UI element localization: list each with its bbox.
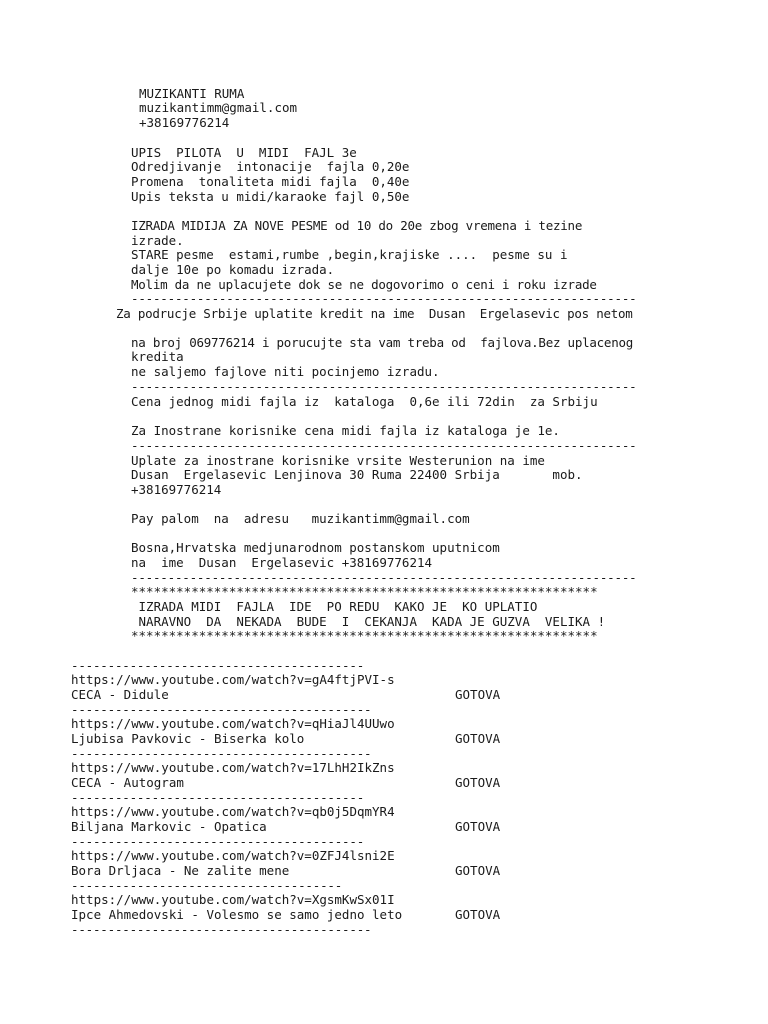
order-url[interactable]: https://www.youtube.com/watch?v=0ZFJ4lsni2E <box>71 848 395 863</box>
separator-line: --------------------------------------------------------------------- <box>131 438 637 453</box>
order-separator: ---------------------------------------- <box>71 834 365 849</box>
order-url[interactable]: https://www.youtube.com/watch?v=qb0j5DqmYR4 <box>71 804 395 819</box>
order-song: CECA - Didule <box>71 687 169 702</box>
notice-line: NARAVNO DA NEKADA BUDE I CEKANJA KADA JE GUZVA VELIKA ! <box>131 614 606 629</box>
order-song: Bora Drljaca - Ne zalite mene <box>71 863 290 878</box>
order-song: Ljubisa Pavkovic - Biserka kolo <box>71 731 305 746</box>
new-songs-line: dalje 10e po komadu izrada. <box>131 262 335 277</box>
western-union-line: +38169776214 <box>131 482 222 497</box>
new-songs-line: izrade. <box>131 233 184 248</box>
serbia-payment-line: kredita <box>131 349 184 364</box>
price-line: Odredjivanje intonacije fajla 0,20e <box>131 159 410 174</box>
separator-line: --------------------------------------------------------------------- <box>131 291 637 306</box>
catalog-price-serbia: Cena jednog midi fajla iz kataloga 0,6e ili 72din za Srbiju <box>131 394 598 409</box>
serbia-payment-line: ne saljemo fajlove niti pocinjemo izradu. <box>131 364 440 379</box>
order-separator: ---------------------------------------- <box>71 790 365 805</box>
business-name: MUZIKANTI RUMA <box>139 86 245 101</box>
notice-line: IZRADA MIDI FAJLA IDE PO REDU KAKO JE KO UPLATIO <box>131 599 538 614</box>
stars-line: ************************************************************** <box>131 628 598 643</box>
order-separator: ------------------------------------- <box>71 878 343 893</box>
order-song: Biljana Markovic - Opatica <box>71 819 267 834</box>
order-separator: ----------------------------------------- <box>71 922 372 937</box>
serbia-payment-line: na broj 069776214 i porucujte sta vam treba od fajlova.Bez uplacenog <box>131 335 634 350</box>
order-status: GOTOVA <box>455 907 501 922</box>
order-url[interactable]: https://www.youtube.com/watch?v=XgsmKwSx01I <box>71 892 395 907</box>
order-separator: ----------------------------------------- <box>71 702 372 717</box>
western-union-line: Uplate za inostrane korisnike vrsite Westerunion na ime <box>131 453 545 468</box>
price-line: Upis teksta u midi/karaoke fajl 0,50e <box>131 189 410 204</box>
new-songs-line: STARE pesme estami,rumbe ,begin,krajiske .... pesme su i <box>131 247 568 262</box>
order-status: GOTOVA <box>455 731 501 746</box>
western-union-line: Dusan Ergelasevic Lenjinova 30 Ruma 22400 Srbija mob. <box>131 467 583 482</box>
bosnia-line: na ime Dusan Ergelasevic +38169776214 <box>131 555 433 570</box>
paypal-line: Pay palom na adresu muzikantimm@gmail.com <box>131 511 470 526</box>
new-songs-line: IZRADA MIDIJA ZA NOVE PESME od 10 do 20e zbog vremena i tezine <box>131 218 583 233</box>
contact-email: muzikantimm@gmail.com <box>139 100 298 115</box>
order-status: GOTOVA <box>455 775 501 790</box>
order-status: GOTOVA <box>455 863 501 878</box>
price-line: Promena tonaliteta midi fajla 0,40e <box>131 174 410 189</box>
bosnia-line: Bosna,Hrvatska medjunarodnom postanskom uputnicom <box>131 540 500 555</box>
order-status: GOTOVA <box>455 687 501 702</box>
order-separator: ---------------------------------------- <box>71 658 365 673</box>
order-song: Ipce Ahmedovski - Volesmo se samo jedno leto <box>71 907 403 922</box>
separator-line: --------------------------------------------------------------------- <box>131 570 637 585</box>
order-song: CECA - Autogram <box>71 775 184 790</box>
serbia-payment-line: Za podrucje Srbije uplatite kredit na ime Dusan Ergelasevic pos netom <box>116 306 633 321</box>
new-songs-line: Molim da ne uplacujete dok se ne dogovorimo o ceni i roku izrade <box>131 277 597 292</box>
order-url[interactable]: https://www.youtube.com/watch?v=qHiaJl4UUwo <box>71 716 395 731</box>
separator-line: --------------------------------------------------------------------- <box>131 379 637 394</box>
catalog-price-foreign: Za Inostrane korisnike cena midi fajla iz kataloga je 1e. <box>131 423 560 438</box>
stars-line: ************************************************************** <box>131 584 598 599</box>
order-separator: ----------------------------------------- <box>71 746 372 761</box>
contact-phone: +38169776214 <box>139 115 230 130</box>
order-url[interactable]: https://www.youtube.com/watch?v=17LhH2IkZns <box>71 760 395 775</box>
order-url[interactable]: https://www.youtube.com/watch?v=gA4ftjPVI-s <box>71 672 395 687</box>
order-status: GOTOVA <box>455 819 501 834</box>
price-line: UPIS PILOTA U MIDI FAJL 3e <box>131 145 357 160</box>
